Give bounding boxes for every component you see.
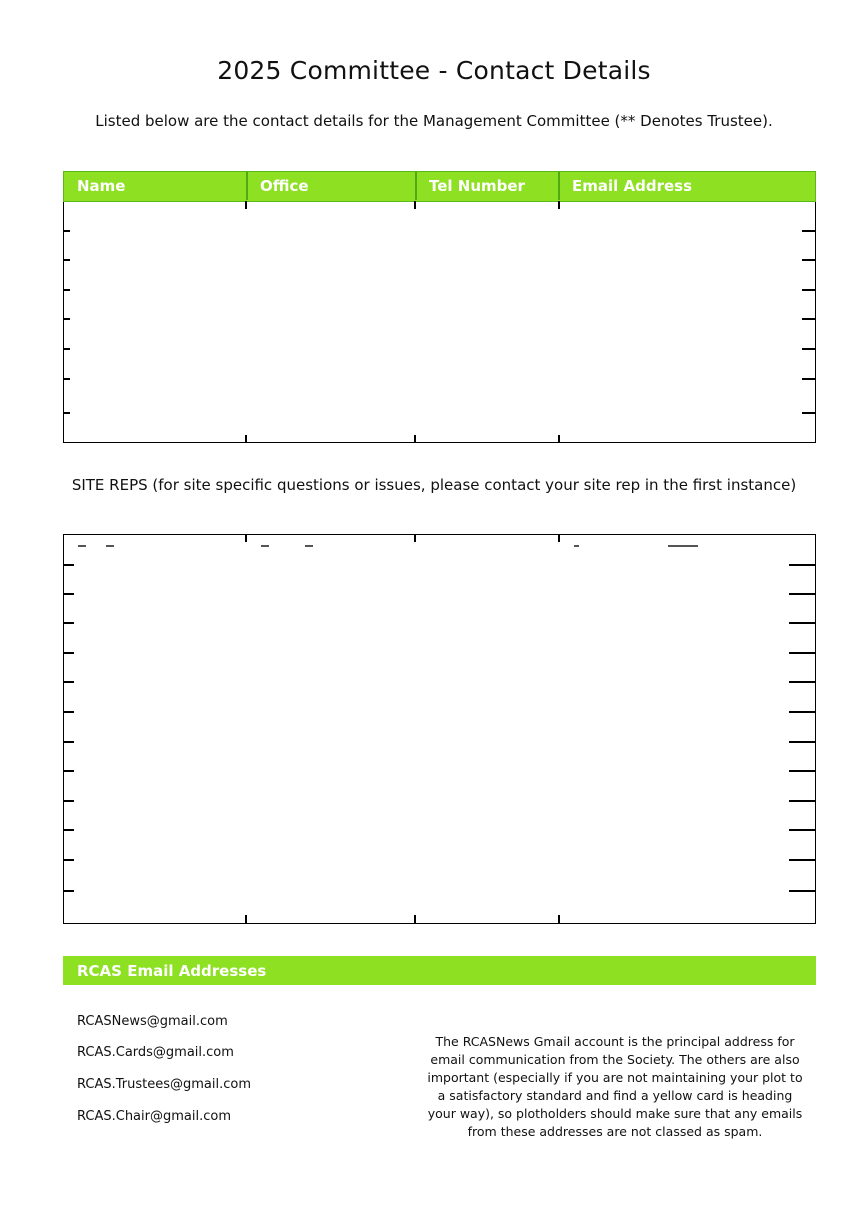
row-tick <box>789 564 815 566</box>
row-tick <box>789 622 815 624</box>
column-tick <box>558 915 560 923</box>
column-tick <box>245 435 247 443</box>
row-tick <box>64 829 74 831</box>
column-tick <box>414 915 416 923</box>
row-tick <box>789 770 815 772</box>
column-tick <box>414 201 416 209</box>
header-name: Name <box>77 177 126 195</box>
row-tick <box>64 681 74 683</box>
email-rcas-news[interactable]: RCASNews@gmail.com <box>77 1014 228 1029</box>
site-reps-heading: SITE REPS (for site specific questions or issues, please contact your site rep in the first instance) <box>71 476 797 494</box>
row-tick <box>64 593 74 595</box>
page-title: 2025 Committee - Contact Details <box>217 56 651 85</box>
header-tel: Tel Number <box>429 177 525 195</box>
column-tick <box>245 915 247 923</box>
row-tick <box>789 829 815 831</box>
column-tick <box>414 534 416 542</box>
row-tick <box>802 259 815 261</box>
row-tick <box>789 859 815 861</box>
row-tick <box>64 770 74 772</box>
row-tick <box>789 593 815 595</box>
rcas-section-title: RCAS Email Addresses <box>77 962 267 980</box>
row-tick <box>802 318 815 320</box>
row-tick <box>802 378 815 380</box>
row-tick <box>64 318 70 320</box>
row-tick <box>64 652 74 654</box>
row-tick <box>64 348 70 350</box>
page-subtitle: Listed below are the contact details for the Management Committee (** Denotes Trustee). <box>95 112 773 130</box>
row-tick <box>802 289 815 291</box>
row-tick <box>789 681 815 683</box>
cut-off-text <box>78 545 86 547</box>
row-tick <box>789 800 815 802</box>
column-tick <box>245 534 247 542</box>
column-tick <box>558 534 560 542</box>
column-tick <box>245 201 247 209</box>
row-tick <box>802 348 815 350</box>
row-tick <box>64 289 70 291</box>
row-tick <box>64 741 74 743</box>
committee-table <box>63 171 816 443</box>
cut-off-text <box>305 545 313 547</box>
row-tick <box>64 564 74 566</box>
row-tick <box>802 230 815 232</box>
cut-off-text <box>106 545 114 547</box>
column-tick <box>414 435 416 443</box>
site-reps-table <box>63 534 816 924</box>
row-tick <box>64 230 70 232</box>
row-tick <box>64 890 74 892</box>
column-tick <box>558 201 560 209</box>
cut-off-text <box>261 545 269 547</box>
cut-off-text <box>668 545 698 547</box>
header-email: Email Address <box>572 177 693 195</box>
header-office: Office <box>260 177 309 195</box>
row-tick <box>802 412 815 414</box>
row-tick <box>64 259 70 261</box>
row-tick <box>789 711 815 713</box>
row-tick <box>64 711 74 713</box>
row-tick <box>789 741 815 743</box>
row-tick <box>64 378 70 380</box>
email-rcas-chair[interactable]: RCAS.Chair@gmail.com <box>77 1109 231 1124</box>
email-rcas-trustees[interactable]: RCAS.Trustees@gmail.com <box>77 1077 251 1092</box>
email-note: The RCASNews Gmail account is the principal address for email communication from the Society. The others are also important (especially if you are not maintaining your plot to a satisfactory standard and find a yellow card is heading your way), so plotholders should make sure that any emails from these addresses are not classed as spam. <box>427 1034 803 1139</box>
cut-off-text <box>574 545 579 547</box>
email-rcas-cards[interactable]: RCAS.Cards@gmail.com <box>77 1045 234 1060</box>
row-tick <box>64 622 74 624</box>
column-tick <box>558 435 560 443</box>
committee-table-header <box>63 171 816 202</box>
row-tick <box>64 859 74 861</box>
row-tick <box>64 800 74 802</box>
row-tick <box>64 412 70 414</box>
row-tick <box>789 890 815 892</box>
row-tick <box>789 652 815 654</box>
